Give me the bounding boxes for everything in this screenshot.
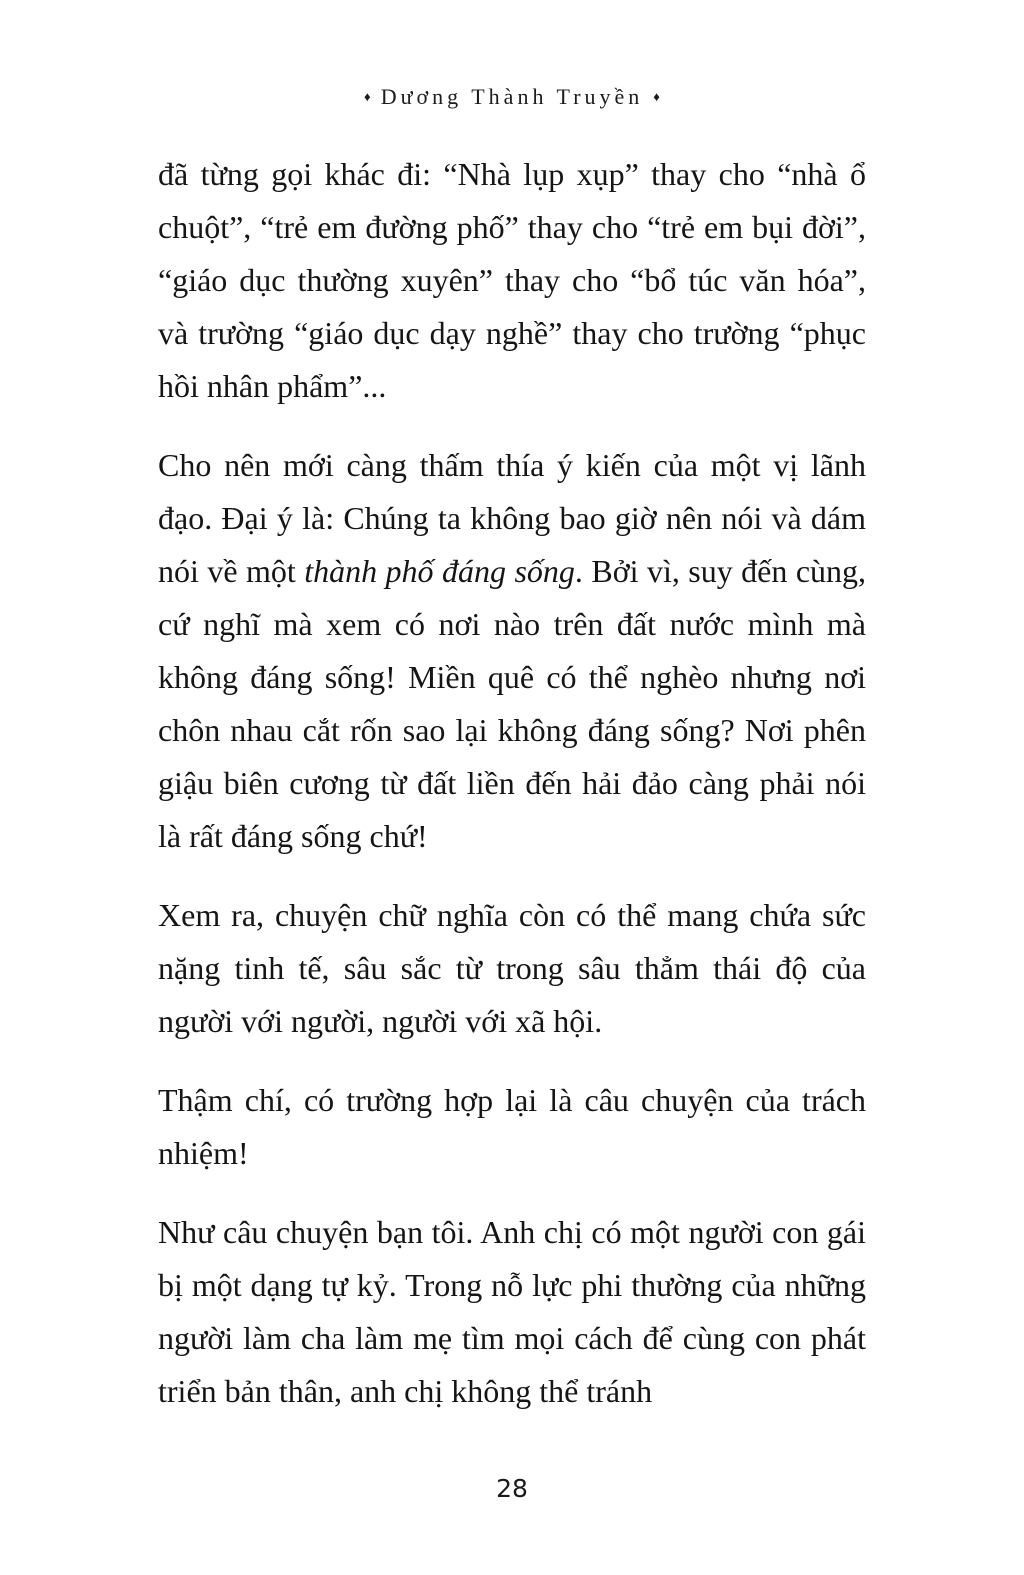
diamond-ornament-left-icon: ♦ — [364, 89, 371, 104]
text-run: Thậm chí, có trường hợp lại là câu chuyện của trách nhiệm! — [158, 1082, 866, 1171]
paragraph — [158, 148, 866, 413]
text-run: đã từng gọi khác đi: “Nhà lụp xụp” thay cho “nhà ổ chuột”, “trẻ em đường phố” thay cho “trẻ em bụi đời”, “giáo dục thường xuyên” thay cho “bổ túc văn hóa”, và trường “giáo dục dạy nghề” thay cho trường “phục hồi nhân phẩm”... — [158, 156, 866, 404]
paragraph — [158, 1206, 866, 1418]
text-run: Như câu chuyện bạn tôi. Anh chị có một người con gái bị một dạng tự kỷ. Trong nỗ lực phi thường của những người làm cha làm mẹ tìm mọi cách để cùng con phát triển bản thân, anh chị không thể tránh — [158, 1214, 866, 1409]
text-run: Xem ra, chuyện chữ nghĩa còn có thể mang chứa sức nặng tinh tế, sâu sắc từ trong sâu thẳm thái độ của người với người, người với xã hội. — [158, 897, 866, 1039]
text-run: . Bởi vì, suy đến cùng, cứ nghĩ mà xem có nơi nào trên đất nước mình mà không đáng sống! Miền quê có thể nghèo nhưng nơi chôn nhau cắt rốn sao lại không đáng sống? Nơi phên giậu biên cương từ đất liền đến hải đảo càng phải nói là rất đáng sống chứ! — [158, 553, 867, 854]
paragraph — [158, 439, 866, 863]
italic-phrase: thành phố đáng sống — [304, 553, 575, 589]
running-head-author: Dương Thành Truyền — [380, 84, 644, 109]
running-head — [0, 84, 1024, 110]
body-text — [158, 148, 866, 1444]
paragraph — [158, 1074, 866, 1180]
page-number: 28 — [496, 1474, 528, 1503]
diamond-ornament-right-icon: ♦ — [653, 89, 660, 104]
paragraph — [158, 889, 866, 1048]
text-run: Cho nên mới càng thấm thía ý kiến của một vị lãnh đạo. Đại ý là: Chúng ta không bao giờ nên nói và dám nói về một — [158, 447, 866, 589]
